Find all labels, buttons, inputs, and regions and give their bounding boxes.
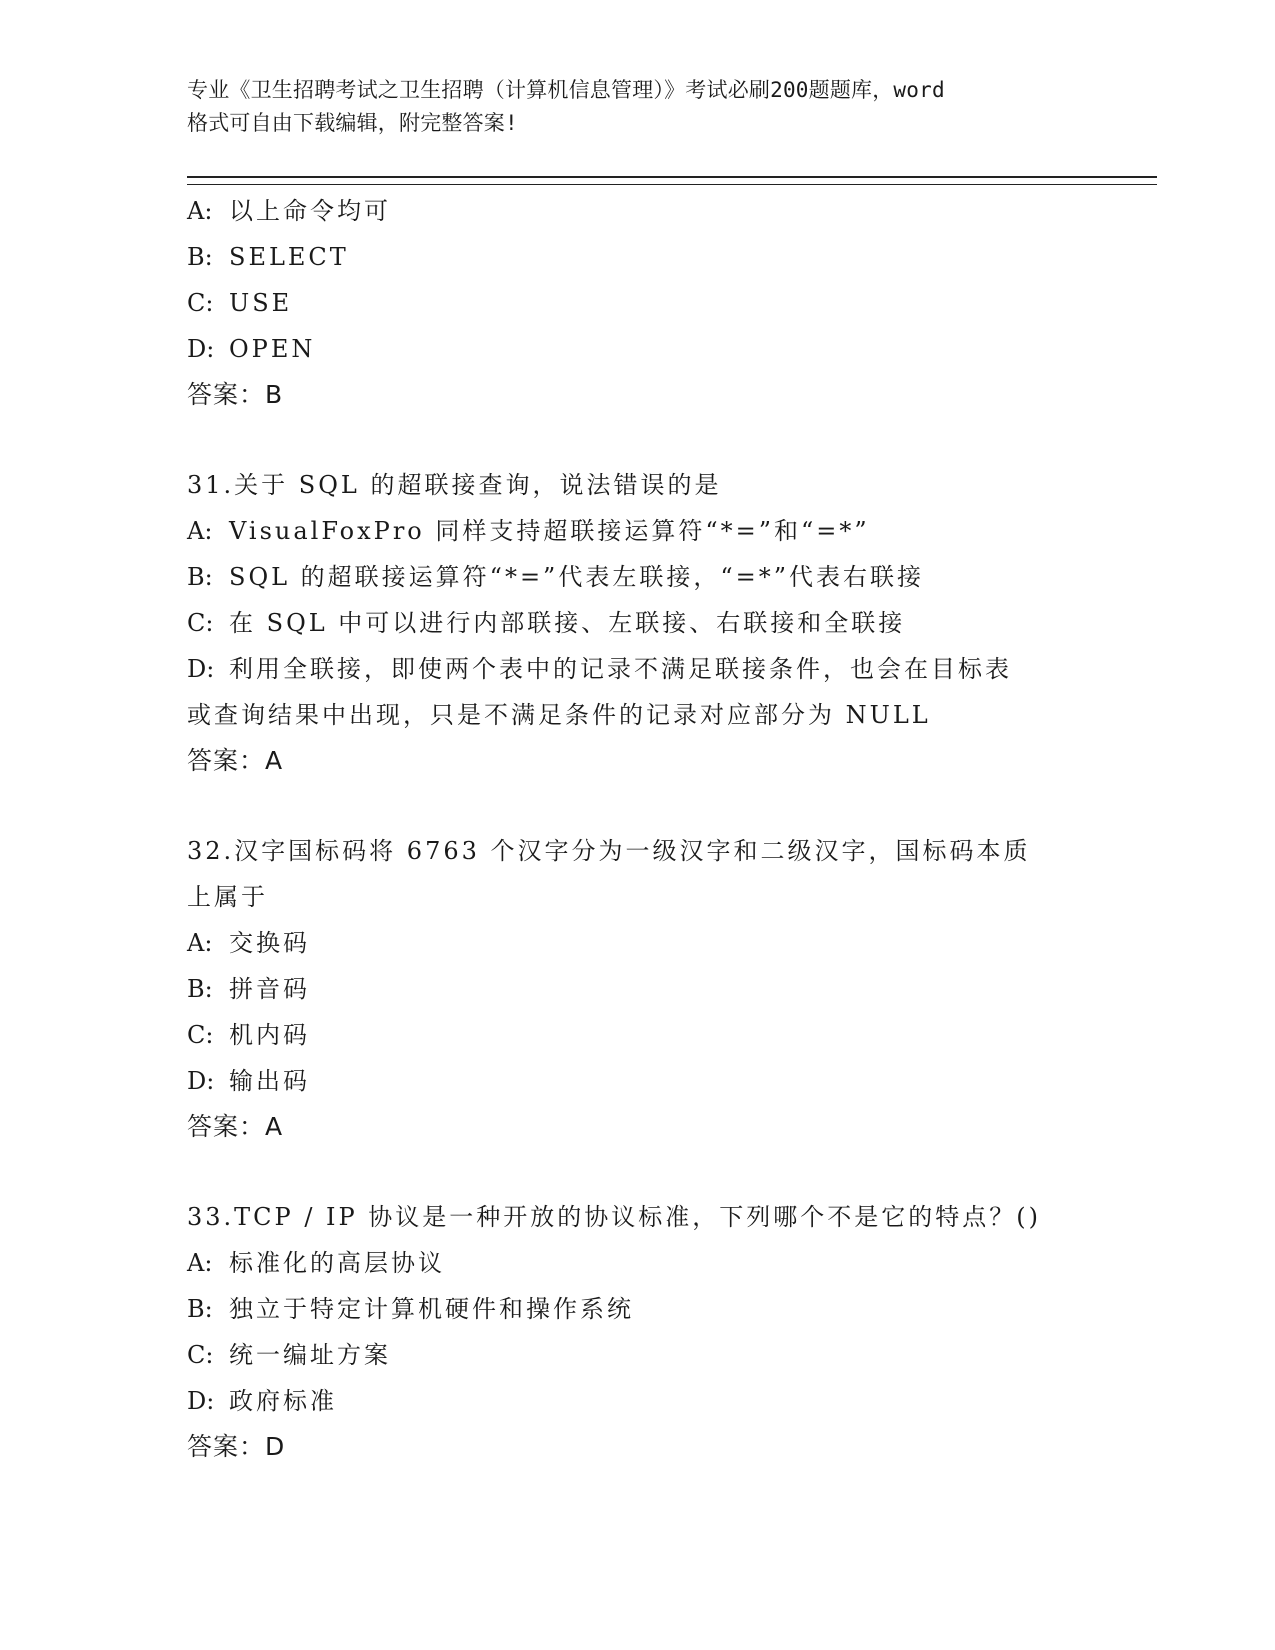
- option-a: A: VisualFoxPro 同样支持超联接运算符“*=”和“=*”: [187, 517, 870, 545]
- option-c: C: USE: [187, 289, 293, 317]
- header-title-line-1: 专业《卫生招聘考试之卫生招聘（计算机信息管理）》考试必刷200题题库，word: [187, 78, 945, 102]
- answer-line: 答案：B: [187, 380, 284, 409]
- option-b: B: 独立于特定计算机硬件和操作系统: [187, 1295, 634, 1323]
- option-d: D: 政府标准: [187, 1387, 337, 1415]
- option-d: D: 利用全联接，即使两个表中的记录不满足联接条件，也会在目标表: [187, 655, 1012, 683]
- question-stem: 32.汉字国标码将 6763 个汉字分为一级汉字和二级汉字，国标码本质: [187, 837, 1031, 865]
- header-title-line-2: 格式可自由下载编辑，附完整答案!: [187, 111, 518, 135]
- page-header: [187, 74, 1087, 140]
- option-a: A: 标准化的高层协议: [187, 1249, 445, 1277]
- option-c: C: 统一编址方案: [187, 1341, 391, 1369]
- question-block-32: [187, 828, 1157, 1150]
- option-b: B: 拼音码: [187, 975, 310, 1003]
- question-block-prev: [187, 188, 1157, 418]
- option-d: D: 输出码: [187, 1067, 310, 1095]
- option-b: B: SELECT: [187, 243, 349, 271]
- answer-line: 答案：A: [187, 1112, 284, 1141]
- option-d-continuation: 或查询结果中出现，只是不满足条件的记录对应部分为 NULL: [187, 701, 931, 729]
- option-a: A: 交换码: [187, 929, 310, 957]
- option-c: C: 在 SQL 中可以进行内部联接、左联接、右联接和全联接: [187, 609, 906, 637]
- option-a: A: 以上命令均可: [187, 197, 391, 225]
- question-stem: 31.关于 SQL 的超联接查询，说法错误的是: [187, 471, 722, 499]
- header-divider: [187, 176, 1157, 185]
- question-block-33: [187, 1194, 1157, 1470]
- question-stem-continuation: 上属于: [187, 883, 268, 911]
- answer-line: 答案：D: [187, 1432, 286, 1461]
- question-stem: 33.TCP / IP 协议是一种开放的协议标准，下列哪个不是它的特点？(): [187, 1203, 1042, 1231]
- option-b: B: SQL 的超联接运算符“*=”代表左联接，“=*”代表右联接: [187, 563, 924, 591]
- option-d: D: OPEN: [187, 335, 316, 363]
- option-c: C: 机内码: [187, 1021, 310, 1049]
- question-block-31: [187, 462, 1157, 784]
- answer-line: 答案：A: [187, 746, 284, 775]
- question-list: [187, 188, 1157, 1470]
